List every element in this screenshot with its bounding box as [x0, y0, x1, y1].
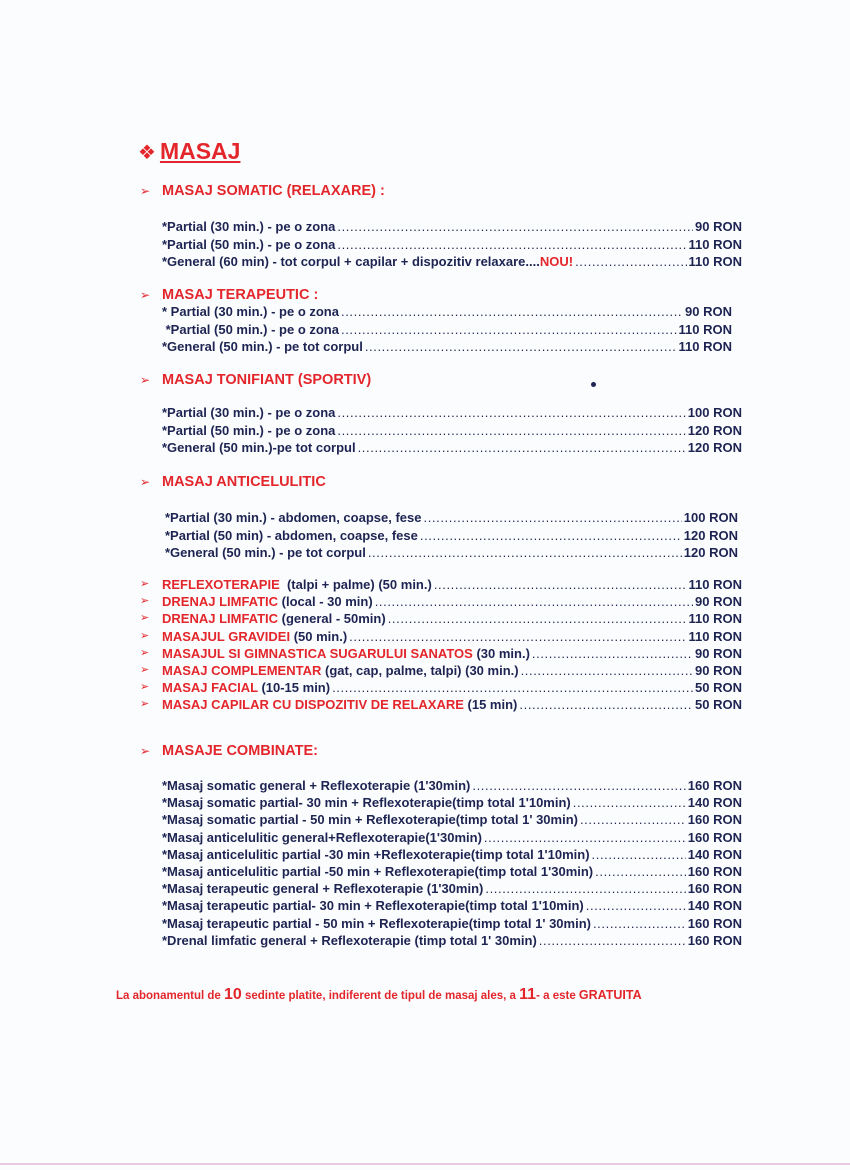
- dot-leader: [368, 544, 682, 561]
- price-row: [162, 696, 742, 713]
- bottom-edge-line: [0, 1163, 850, 1165]
- price-row: [165, 509, 738, 526]
- price-value: 120 RON: [687, 440, 742, 455]
- service-description: *General (50 min.) - pe tot corpul: [165, 545, 366, 560]
- price-value: 50 RON: [695, 697, 742, 713]
- price-value: 120 RON: [683, 545, 738, 560]
- diamond-dots-icon: ❖: [138, 142, 156, 164]
- price-value: 110 RON: [688, 628, 742, 644]
- service-description: *General (50 min.)-pe tot corpul: [162, 440, 356, 455]
- price-row: [162, 404, 742, 421]
- service-description: [162, 610, 386, 627]
- price-value: 160 RON: [687, 915, 742, 931]
- dot-leader: [388, 610, 687, 627]
- arrow-bullet-icon: ➢: [140, 373, 151, 387]
- dot-leader: [358, 439, 686, 456]
- dot-leader: [341, 303, 683, 320]
- dot-leader: [375, 593, 693, 610]
- service-description: [162, 662, 519, 679]
- price-row: [162, 777, 742, 794]
- section-heading: [140, 183, 385, 199]
- section-heading-text: MASAJ SOMATIC (RELAXARE) :: [162, 183, 385, 199]
- dot-leader: [423, 509, 681, 526]
- price-value: 100 RON: [683, 510, 738, 525]
- new-badge: NOU!: [539, 254, 574, 269]
- footer-note: [116, 986, 642, 1004]
- service-description: [162, 253, 573, 270]
- price-value: 100 RON: [687, 405, 742, 420]
- arrow-bullet-icon: ➢: [140, 664, 150, 676]
- dot-leader: [595, 863, 686, 880]
- price-row: [162, 253, 742, 270]
- section-heading-text: MASAJ TERAPEUTIC :: [162, 287, 319, 303]
- section-heading-text: MASAJ ANTICELULITIC: [162, 474, 326, 490]
- dot-leader: [341, 321, 677, 338]
- page-title-text: MASAJ: [159, 138, 241, 164]
- service-description: *Partial (30 min.) - abdomen, coapse, fese: [165, 510, 422, 525]
- dot-leader: [521, 662, 693, 679]
- price-row: [162, 829, 742, 846]
- price-row: [162, 338, 732, 355]
- price-row: [162, 932, 742, 949]
- price-row: [162, 811, 742, 828]
- price-row: [162, 846, 742, 863]
- price-value: 90 RON: [695, 645, 742, 661]
- price-value: 140 RON: [687, 898, 742, 914]
- service-description: [162, 696, 517, 713]
- price-value: 140 RON: [687, 795, 742, 811]
- arrow-bullet-icon: ➢: [140, 698, 150, 711]
- dot-leader: [580, 811, 686, 828]
- price-value: 160 RON: [687, 829, 742, 845]
- service-detail: (10-15 min): [257, 680, 331, 696]
- price-row: [162, 303, 732, 320]
- service-name: MASAJ CAPILAR CU DISPOZITIV DE RELAXARE: [162, 697, 464, 713]
- price-value: 90 RON: [695, 219, 742, 234]
- service-name: DRENAJ LIMFATIC: [162, 611, 279, 627]
- section-heading: [140, 287, 318, 303]
- section-heading: [140, 474, 326, 490]
- price-row: [162, 576, 742, 593]
- dot-leader: [332, 679, 693, 696]
- service-description: *Masaj terapeutic partial - 50 min + Reflexoterapie(timp total 1' 30min): [162, 915, 591, 931]
- service-description: *Partial (50 min) - abdomen, coapse, fese: [165, 527, 418, 543]
- arrow-bullet-icon: ➢: [140, 612, 150, 625]
- dot-leader: [420, 527, 682, 544]
- service-detail: (local - 30 min): [278, 594, 373, 610]
- arrow-bullet-icon: ➢: [140, 288, 151, 302]
- service-description: *Masaj terapeutic partial- 30 min + Reflexoterapie(timp total 1'10min): [162, 898, 584, 914]
- price-row: [162, 645, 742, 662]
- price-row: [162, 593, 742, 610]
- service-name: DRENAJ LIMFATIC: [162, 594, 279, 610]
- service-detail: (15 min): [463, 697, 518, 713]
- service-description: *Masaj somatic partial- 30 min + Reflexoterapie(timp total 1'10min): [162, 795, 571, 811]
- dot-leader: [365, 338, 677, 355]
- price-value: 110 RON: [688, 236, 742, 252]
- section-heading-text: MASAJ TONIFIANT (SPORTIV): [162, 372, 372, 388]
- dot-leader: [472, 777, 685, 794]
- dot-leader: [349, 628, 686, 645]
- service-detail: (gat, cap, palme, talpi) (30 min.): [321, 663, 519, 678]
- price-row: [165, 527, 738, 544]
- price-value: 90 RON: [695, 663, 742, 678]
- service-description: *Masaj anticelulitic partial -30 min +Reflexoterapie(timp total 1'10min): [162, 846, 590, 862]
- dot-leader: [484, 829, 686, 846]
- service-description: *General (50 min.) - pe tot corpul: [162, 339, 363, 354]
- price-row: [162, 439, 742, 456]
- service-description: * Partial (30 min.) - pe o zona: [162, 304, 339, 319]
- arrow-bullet-icon: ➢: [140, 629, 150, 642]
- dot-leader: [593, 915, 686, 932]
- arrow-bullet-icon: ➢: [140, 744, 151, 758]
- page-title: [138, 138, 240, 165]
- dot-leader: [575, 253, 686, 270]
- dot-leader: [434, 576, 687, 593]
- price-row: [162, 218, 742, 235]
- price-value: 90 RON: [695, 594, 742, 610]
- service-description: *Masaj somatic general + Reflexoterapie (1'30min): [162, 778, 471, 793]
- price-row: [162, 610, 742, 627]
- arrow-bullet-icon: ➢: [140, 595, 150, 608]
- service-detail: (talpi + palme) (50 min.): [279, 577, 432, 592]
- arrow-bullet-icon: ➢: [140, 681, 150, 694]
- dot-leader: [592, 846, 686, 863]
- service-name: MASAJUL SI GIMNASTICA SUGARULUI SANATOS: [162, 645, 473, 661]
- price-value: 110 RON: [688, 577, 742, 592]
- price-row: [162, 794, 742, 811]
- price-row: [162, 422, 742, 439]
- service-description: *Masaj somatic partial - 50 min + Reflexoterapie(timp total 1' 30min): [162, 812, 578, 828]
- footer-part3: - a este: [536, 990, 579, 1002]
- service-description: [162, 679, 330, 696]
- price-row: [162, 863, 742, 880]
- price-row: [162, 897, 742, 914]
- footer-part2: sedinte platite, indiferent de tipul de masaj ales, a: [241, 990, 520, 1002]
- arrow-bullet-icon: ➢: [140, 578, 150, 590]
- price-value: 160 RON: [687, 812, 742, 828]
- service-description: *Partial (50 min.) - pe o zona: [162, 422, 336, 438]
- service-description: *Drenal limfatic general + Reflexoterapie (timp total 1' 30min): [162, 932, 537, 948]
- price-value: 160 RON: [687, 864, 742, 879]
- dot-leader: [586, 897, 686, 914]
- price-value: 140 RON: [687, 846, 742, 862]
- price-value: 110 RON: [688, 611, 742, 627]
- dot-leader: [485, 880, 685, 897]
- price-row: [165, 544, 738, 561]
- footer-gratuita: GRATUITA: [578, 988, 642, 1002]
- dot-leader: [532, 645, 693, 662]
- section-heading-text: MASAJE COMBINATE:: [162, 743, 319, 759]
- service-description: *Partial (50 min.) - pe o zona: [162, 236, 336, 252]
- dot-leader: [337, 404, 685, 421]
- price-value: 90 RON: [685, 304, 732, 319]
- footer-num2: 11: [519, 986, 537, 1003]
- service-name: MASAJ FACIAL: [162, 680, 258, 696]
- service-description: [162, 593, 373, 610]
- section-heading: [140, 372, 371, 388]
- price-value: 160 RON: [687, 881, 742, 897]
- service-description: [162, 628, 347, 645]
- footer-num1: 10: [224, 986, 242, 1003]
- service-name: REFLEXOTERAPIE: [162, 577, 280, 592]
- service-description: *Partial (30 min.) - pe o zona: [162, 219, 336, 234]
- price-row: [162, 880, 742, 897]
- price-value: 120 RON: [687, 422, 742, 438]
- service-description: [162, 645, 530, 662]
- service-description: *Masaj anticelulitic general+Reflexoterapie(1'30min): [162, 829, 482, 845]
- service-text: *General (60 min) - tot corpul + capilar + dispozitiv relaxare....: [162, 254, 540, 269]
- dot-leader: [337, 218, 693, 235]
- service-detail: (50 min.): [290, 628, 348, 644]
- price-value: 160 RON: [687, 932, 742, 948]
- service-description: [162, 576, 432, 593]
- dot-leader: [337, 422, 685, 439]
- price-row: [162, 236, 742, 253]
- price-value: 110 RON: [678, 339, 732, 354]
- price-row: [162, 628, 742, 645]
- dot-leader: [519, 696, 693, 713]
- price-row: [162, 915, 742, 932]
- dot-leader: [573, 794, 686, 811]
- price-value: 110 RON: [678, 321, 732, 337]
- arrow-bullet-icon: ➢: [140, 475, 151, 489]
- price-value: 50 RON: [695, 680, 742, 696]
- price-value: 160 RON: [687, 778, 742, 793]
- footer-part1: La abonamentul de: [116, 990, 224, 1002]
- dot-leader: [337, 236, 686, 253]
- service-name: MASAJUL GRAVIDEI: [162, 628, 291, 644]
- arrow-bullet-icon: ➢: [140, 184, 151, 198]
- price-row: [162, 321, 732, 338]
- price-row: [162, 679, 742, 696]
- arrow-bullet-icon: ➢: [140, 646, 150, 659]
- service-description: *Masaj anticelulitic partial -50 min + Reflexoterapie(timp total 1'30min): [162, 864, 594, 879]
- price-row: [162, 662, 742, 679]
- price-value: 120 RON: [683, 527, 738, 543]
- service-name: MASAJ COMPLEMENTAR: [162, 663, 322, 678]
- service-description: *Partial (30 min.) - pe o zona: [162, 405, 336, 420]
- service-description: *Partial (50 min.) - pe o zona: [162, 321, 339, 337]
- stray-dot: [591, 382, 596, 387]
- section-heading: [140, 743, 318, 759]
- service-detail: (general - 50min): [278, 611, 386, 627]
- price-value: 110 RON: [688, 254, 742, 269]
- service-description: *Masaj terapeutic general + Reflexoterapie (1'30min): [162, 881, 484, 897]
- service-detail: (30 min.): [472, 645, 530, 661]
- dot-leader: [539, 932, 686, 949]
